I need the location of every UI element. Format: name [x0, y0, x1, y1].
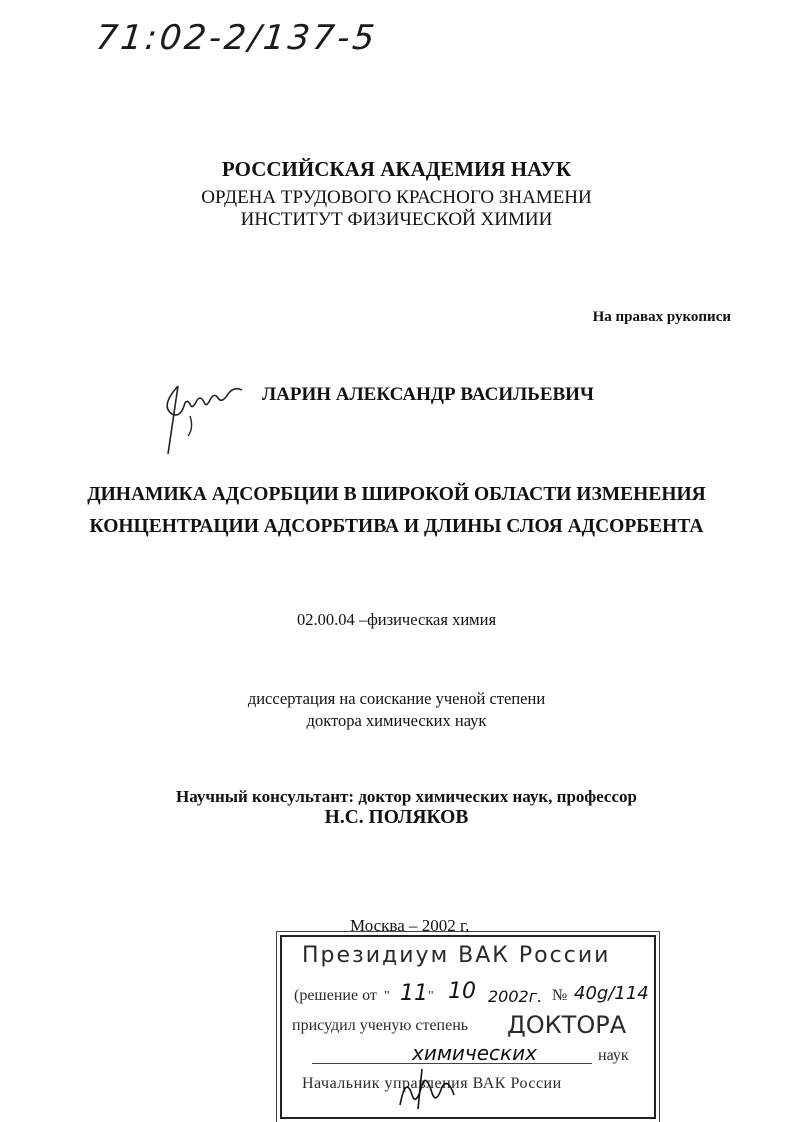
- degree-line-2: доктора химических наук: [306, 711, 487, 730]
- author-name: ЛАРИН АЛЕКСАНДР ВАСИЛЬЕВИЧ: [262, 384, 594, 405]
- institute-line-1: ОРДЕНА ТРУДОВОГО КРАСНОГО ЗНАМЕНИ: [201, 187, 592, 208]
- degree-line-1: диссертация на соискание ученой степени: [247, 689, 546, 708]
- title-line-1: ДИНАМИКА АДСОРБЦИИ В ШИРОКОЙ ОБЛАСТИ ИЗМЕНЕНИЯ: [87, 484, 706, 505]
- stamp-field: химических: [412, 1041, 537, 1065]
- stamp-day: 11: [400, 981, 428, 1006]
- stamp-number: 40g/114: [574, 983, 649, 1004]
- title-line-2: КОНЦЕНТРАЦИИ АДСОРБТИВА И ДЛИНЫ СЛОЯ АДСОРБЕНТА: [89, 516, 704, 537]
- archive-code: 71:02-2/137-5: [93, 18, 380, 58]
- stamp-chief: Начальник управления ВАК России: [302, 1075, 562, 1092]
- stamp-nauk: наук: [598, 1047, 629, 1064]
- author-signature: [150, 366, 250, 461]
- consultant-name: Н.С. ПОЛЯКОВ: [324, 807, 469, 828]
- city-year: Москва – 2002 г.: [350, 916, 470, 935]
- stamp-decision-prefix: (решение от: [294, 987, 377, 1004]
- stamp-degree: ДОКТОРА: [507, 1011, 627, 1039]
- stamp-month: 10: [448, 979, 476, 1004]
- institute-name: [0, 187, 793, 231]
- institute-line-2: ИНСТИТУТ ФИЗИЧЕСКОЙ ХИМИИ: [240, 209, 553, 230]
- consultant-label: Научный консультант: доктор химических наук, профессор: [176, 787, 637, 806]
- degree-sought: [0, 688, 793, 732]
- specialty: 02.00.04 –физическая химия: [296, 610, 497, 629]
- stamp-title: Президиум ВАК России: [302, 943, 611, 968]
- vak-stamp: Президиум ВАК России (решение от " 11 " 10 2002г. № 40g/114 присудил ученую степень ДОКТОРА химических наук Начальник управления ВАК России: [280, 935, 656, 1119]
- manuscript-note: На правах рукописи: [592, 309, 731, 325]
- stamp-awarded: присудил ученую степень: [292, 1017, 469, 1034]
- academy-name: РОССИЙСКАЯ АКАДЕМИЯ НАУК: [221, 157, 572, 181]
- stamp-signature: [392, 1065, 482, 1111]
- stamp-number-label: №: [552, 987, 568, 1004]
- dissertation-title: [0, 479, 793, 543]
- stamp-year: 2002г.: [488, 987, 543, 1006]
